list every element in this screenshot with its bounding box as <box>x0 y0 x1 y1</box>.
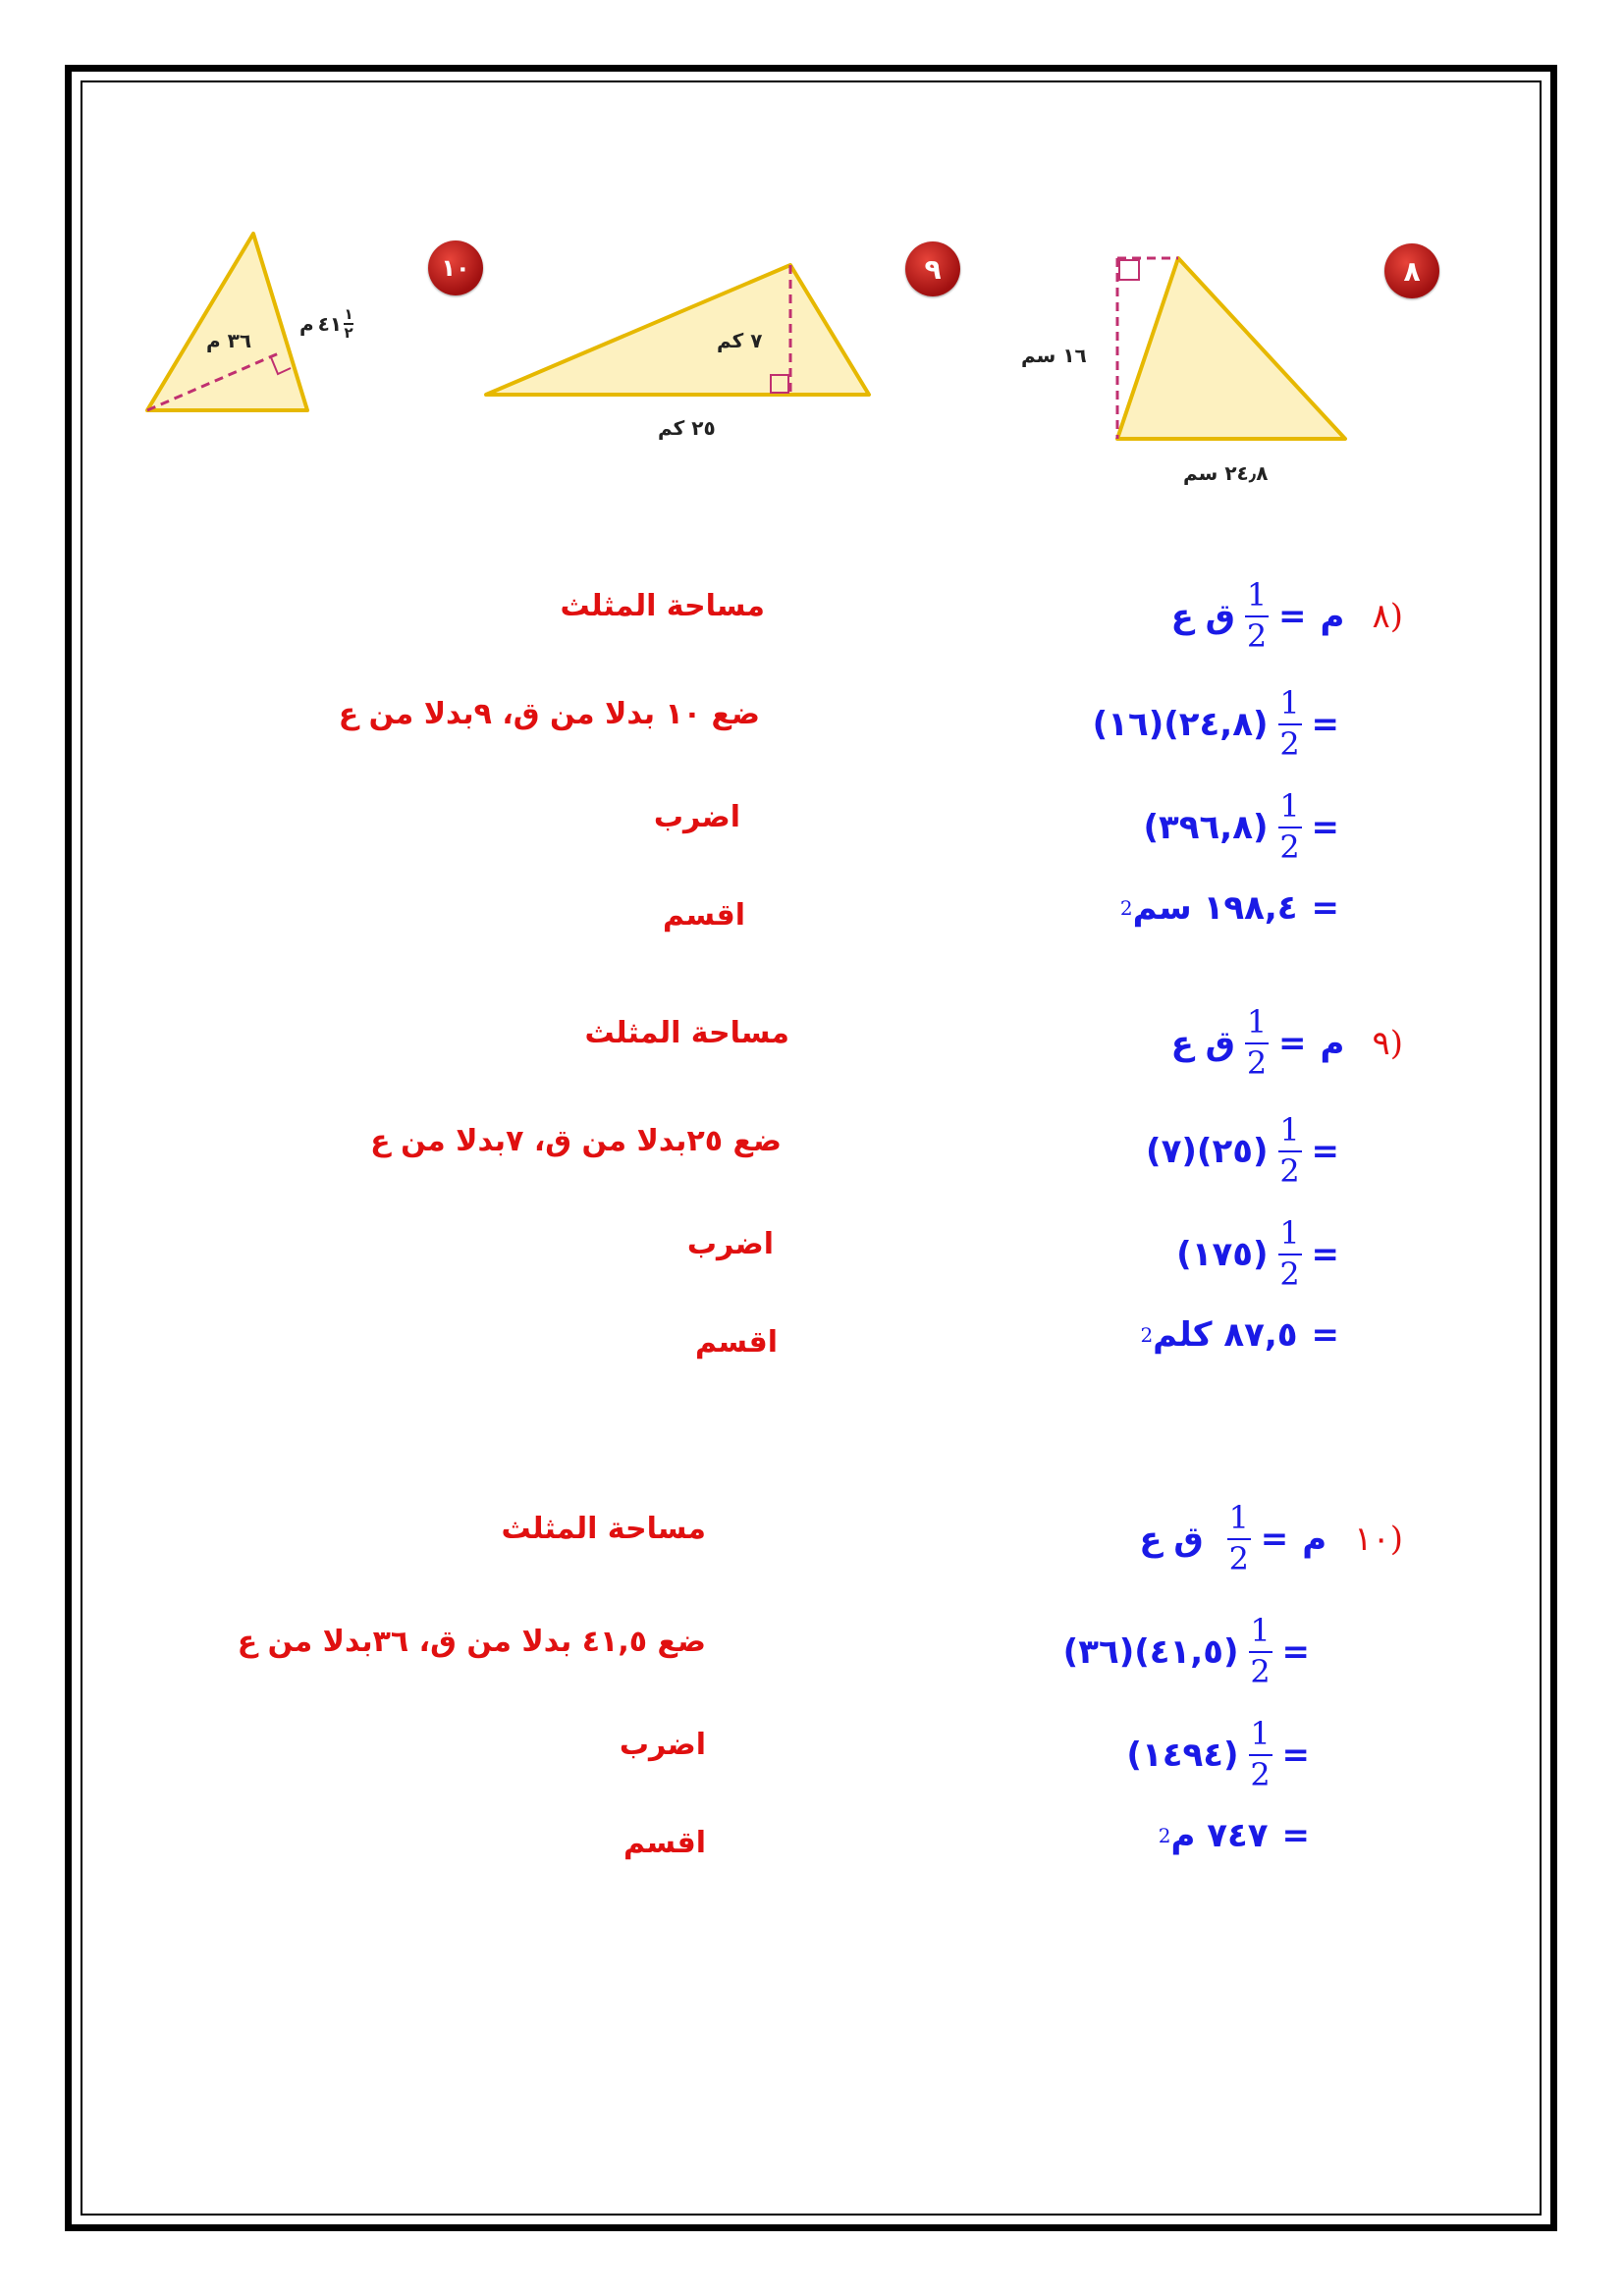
half-fraction: $\frac{1}{2}$ <box>1279 1214 1300 1293</box>
p9-sub-values: (٧)(٢٥) <box>1146 1131 1269 1171</box>
p10-m: م <box>1302 1519 1327 1559</box>
equals-sign: = <box>1281 1631 1310 1672</box>
p9-sub-note: ضع ٢٥بدلا من ق، ٧بدلا من ع <box>370 1124 782 1158</box>
p8-divide-label: اقسم <box>663 898 745 933</box>
figure-10-side-unit: م <box>299 312 314 336</box>
figure-8-badge: ٨ <box>1384 243 1439 298</box>
figure-9 <box>481 236 992 461</box>
p9-result-value: ٨٧,٥ كلم <box>1153 1315 1298 1355</box>
p9-m: م <box>1320 1023 1345 1063</box>
p8-substitution <box>1092 684 1339 763</box>
half-fraction: $\frac{1}{2}$ <box>1279 787 1300 866</box>
figure-9-badge: ٩ <box>905 241 960 296</box>
p9-result <box>1140 1315 1339 1355</box>
p8-formula <box>1170 576 1403 655</box>
figure-9-base-label: ٢٥ كم <box>658 416 716 440</box>
equals-sign: = <box>1311 1315 1339 1355</box>
half-fraction: $\frac{1}{2}$ <box>1279 1111 1300 1190</box>
p8-m: م <box>1320 596 1345 636</box>
figure-10-badge: ١٠ <box>428 240 483 295</box>
p8-sub-values: (١٦)(٢٤,٨) <box>1092 704 1269 744</box>
p9-area-label: مساحة المثلث <box>584 1016 789 1050</box>
p8-area-label: مساحة المثلث <box>560 589 765 623</box>
p8-multiply-label: اضرب <box>653 800 740 834</box>
p8-result <box>1120 888 1339 928</box>
p8-product <box>1143 787 1339 866</box>
half-fraction: $\frac{1}{2}$ <box>1250 1715 1271 1793</box>
p10-result <box>1159 1816 1310 1855</box>
p9-divide-label: اقسم <box>695 1325 778 1360</box>
p9-product <box>1176 1214 1339 1293</box>
equals-sign: = <box>1311 888 1339 928</box>
p9-number: ٩) <box>1372 1023 1403 1063</box>
squared-exponent: 2 <box>1140 1323 1154 1347</box>
equals-sign: = <box>1278 596 1307 636</box>
p8-number: ٨) <box>1372 596 1403 636</box>
squared-exponent: 2 <box>1119 896 1133 920</box>
equals-sign: = <box>1311 807 1339 847</box>
equals-sign: = <box>1260 1519 1289 1559</box>
figure-10-height-label: ٣٦ م <box>206 329 252 352</box>
p10-multiply-label: اضرب <box>619 1728 706 1762</box>
p8-q-a: ق ع <box>1170 596 1236 636</box>
equals-sign: = <box>1278 1023 1307 1063</box>
p9-formula <box>1170 1003 1403 1082</box>
p10-area-label: مساحة المثلث <box>501 1512 706 1546</box>
p10-sub-values: (٣٦)(٤١,٥) <box>1062 1631 1239 1672</box>
p10-product <box>1126 1715 1310 1793</box>
p10-product-value: (١٤٩٤) <box>1126 1735 1239 1775</box>
figure-8-height-label: ١٦ سم <box>1021 344 1087 367</box>
equals-sign: = <box>1311 704 1339 744</box>
p10-substitution <box>1062 1612 1310 1690</box>
figure-8 <box>1021 236 1453 501</box>
figure-9-height-label: ٧ كم <box>717 329 763 352</box>
p10-sub-note: ضع ٤١,٥ بدلا من ق، ٣٦بدلا من ع <box>237 1625 706 1659</box>
p8-sub-note: ضع ١٠ بدلا من ق، ٩بدلا من ع <box>338 697 760 731</box>
equals-sign: = <box>1281 1816 1310 1855</box>
p9-substitution <box>1146 1111 1339 1190</box>
figure-10-frac-num: ١ <box>344 305 353 323</box>
p10-result-value: ٧٤٧ م <box>1170 1816 1269 1855</box>
p9-multiply-label: اضرب <box>686 1227 774 1261</box>
half-fraction: $\frac{1}{2}$ <box>1279 684 1300 763</box>
p10-number: ١٠) <box>1354 1519 1403 1559</box>
half-fraction: $\frac{1}{2}$ <box>1246 1003 1268 1082</box>
figure-10-side-value: ٤١ <box>317 312 343 336</box>
half-fraction: $\frac{1}{2}$ <box>1246 576 1268 655</box>
half-fraction: $\frac{1}{2}$ <box>1250 1612 1271 1690</box>
equals-sign: = <box>1281 1735 1310 1775</box>
equals-sign: = <box>1311 1131 1339 1171</box>
squared-exponent: 2 <box>1158 1824 1171 1847</box>
p8-product-value: (٣٩٦,٨) <box>1143 807 1269 847</box>
p9-product-value: (١٧٥) <box>1176 1234 1269 1274</box>
figure-10-side-label <box>299 307 353 341</box>
p10-divide-label: اقسم <box>623 1826 706 1860</box>
figure-10-frac-den: ٢ <box>344 324 353 342</box>
figure-10-side-fraction <box>344 307 353 341</box>
p10-q-a: ق ع <box>1139 1519 1204 1559</box>
p10-formula <box>1139 1499 1403 1577</box>
equals-sign: = <box>1311 1234 1339 1274</box>
figure-8-base-label: ٢٤٫٨ سم <box>1183 461 1269 485</box>
p9-q-a: ق ع <box>1170 1023 1236 1063</box>
p8-result-value: ١٩٨,٤ سم <box>1132 888 1298 928</box>
half-fraction: $\frac{1}{2}$ <box>1228 1499 1249 1577</box>
figure-10 <box>137 221 511 437</box>
